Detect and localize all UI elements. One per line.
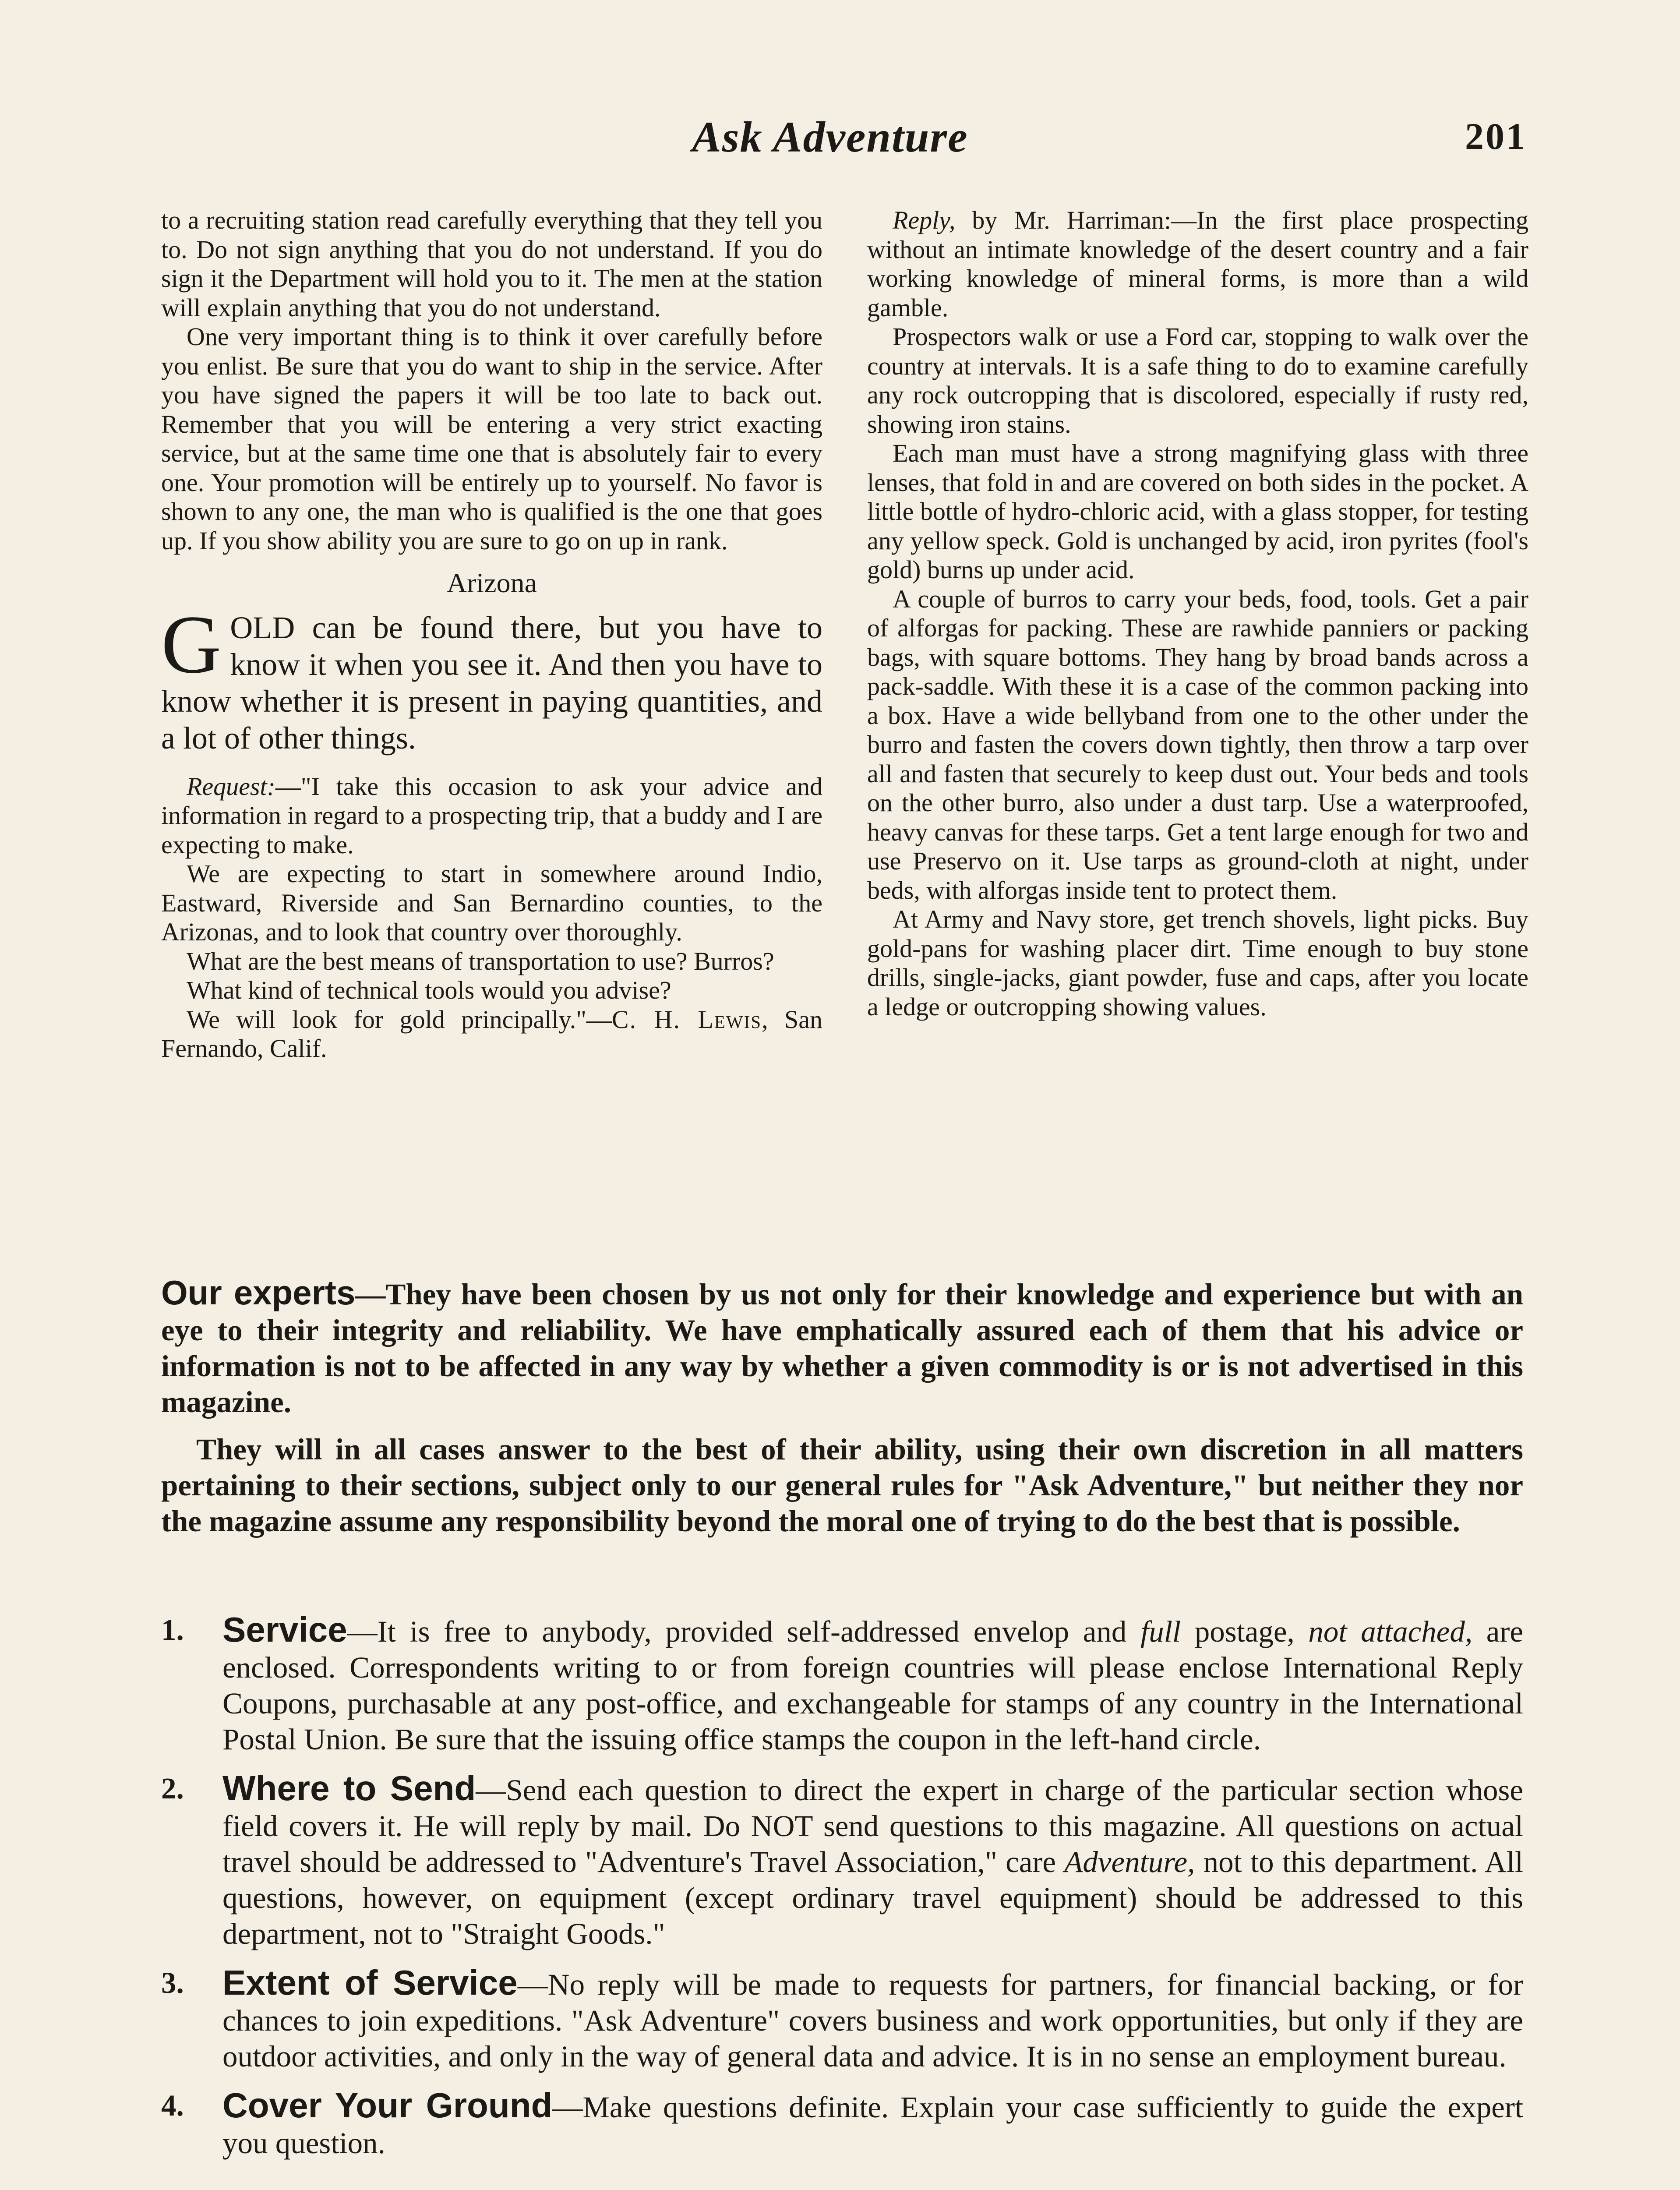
rule-number: 3. [161,1966,184,1999]
rules-list [161,1612,1523,2174]
rule-term: Service [222,1610,347,1649]
rule-text: —It is free to anybody, provided self-addressed envelop and [347,1615,1141,1648]
notice-text: —They have been chosen by us not only for their knowledge and experience but with an eye to their integrity and reliability. We have emphatically assured each of them that his advice or information is not to be affected in any way by whether a given commodity is or is not advertised in this magazine. [161,1278,1523,1419]
rule-item [161,1965,1523,2074]
notice-lead-term: Our experts [161,1273,356,1312]
experts-notice [161,1275,1523,1551]
running-head [0,112,1680,169]
request-label: Request: [187,772,275,801]
right-column [867,206,1528,1021]
page-number: 201 [1465,115,1527,157]
rule-emphasis: Adventure, [1064,1845,1195,1879]
drop-cap: G [161,598,222,691]
request-text: —"I take this occasion to ask your advice and information in regard to a prospecting trip, that a buddy and I are expecting to make. [161,772,822,859]
request-paragraph [161,772,822,860]
rule-text: —Send each question to direct the expert in charge of the particular section whose field covers it. He will reply by mail. Do NOT send questions to this magazine. All questions on actual travel should be addressed to "Adventure's Travel Association," care [222,1773,1523,1879]
paragraph: Each man must have a strong magnifying glass with three lenses, that fold in and are covered on both sides in the pocket. A little bottle of hydro-chloric acid, with a glass stopper, for testing any yellow speck. Gold is unchanged by acid, iron pyrites (fool's gold) burns up under acid. [867,439,1528,584]
rule-term: Where to Send [222,1769,476,1808]
rule-number: 2. [161,1772,184,1805]
left-column [161,206,822,1063]
paragraph: We are expecting to start in somewhere around Indio, Eastward, Riverside and San Bernardino counties, to the Arizonas, and to look that country over thoroughly. [161,859,822,946]
rule-text: are enclosed. Correspondents writing to or from foreign countries will please enclose International Reply Coupons, purchasable at any post-office, and exchangeable for stamps of any country in the International Postal Union. Be sure that the issuing office stamps the coupon in the left-hand circle. [222,1615,1523,1756]
paragraph: One very important thing is to think it over carefully before you enlist. Be sure that you do want to ship in the service. After you have signed the papers it will be too late to back out. Remember that you will be entering a very strict exacting service, but at the same time one that is absolutely fair to every one. Your promotion will be entirely up to yourself. No favor is shown to any one, the man who is qualified is the one that goes up. If you show ability you are sure to go on up in rank. [161,322,822,555]
reply-paragraph [867,206,1528,322]
notice-paragraph: They will in all cases answer to the best of their ability, using their own discretion in all matters pertaining to their sections, subject only to our general rules for "Ask Adventure," but neither they nor the magazine assume any responsibility beyond the moral one of trying to do the best that is possible. [161,1433,1523,1538]
signature: C. H. Lewis [611,1005,762,1034]
rule-item [161,2088,1523,2161]
rule-text: —Make questions definite. Explain your case sufficiently to guide the expert you question. [222,2091,1523,2160]
reply-label: Reply, [893,206,956,234]
paragraph: A couple of burros to carry your beds, food, tools. Get a pair of alforgas for packing. These are rawhide panniers or packing bags, with square bottoms. They hang by broad bands across a pack-saddle. With these it is a case of the common packing into a box. Have a wide bellyband from one to the other under the burro and fasten the covers down tightly, then throw a tarp over all and fasten that securely to keep dust out. Your beds and tools on the other burro, also under a dust tarp. Use a waterproofed, heavy canvas for these tarps. Get a tent large enough for two and use Preservo on it. Use tarps as ground-cloth at night, under beds, with alforgas inside tent to protect them. [867,584,1528,904]
paragraph: Prospectors walk or use a Ford car, stopping to walk over the country at intervals. It is a safe thing to do to examine carefully any rock outcropping that is discolored, especially if rusty red, showing iron stains. [867,322,1528,438]
rule-item [161,1770,1523,1952]
request-closing-text: We will look for gold principally."— [187,1005,612,1034]
notice-paragraph [161,1275,1523,1420]
lead-text: OLD can be found there, but you have to know it when you see it. And then you have to know whether it is present in paying quantities, and a lot of other things. [161,610,822,756]
rule-term: Cover Your Ground [222,2086,553,2125]
paragraph: At Army and Navy store, get trench shovels, light picks. Buy gold-pans for washing placer dirt. Time enough to buy stone drills, single-jacks, giant powder, fuse and caps, after you locate a ledge or outcropping showing values. [867,905,1528,1021]
paragraph: What are the best means of transportation to use? Burros? [187,947,774,975]
rule-text: postage, [1181,1615,1309,1648]
reply-text: by Mr. Harriman:—In the first place prospecting without an intimate knowledge of the desert country and a fair working knowledge of mineral forms, is more than a wild gamble. [867,206,1528,322]
rule-term: Extent of Service [222,1963,518,2002]
rule-text: not to this department. All questions, however, on equipment (except ordinary travel equipment) should be addressed to this department, not to "Straight Goods." [222,1845,1523,1950]
rule-emphasis: full [1140,1615,1181,1648]
lead-paragraph [161,598,822,756]
rule-item [161,1612,1523,1757]
section-title: Arizona [446,567,537,598]
signature-location: , San Fernando, Calif. [161,1005,822,1063]
request-closing [161,1005,822,1063]
rule-text: —No reply will be made to requests for partners, for financial backing, or for chances to join expeditions. "Ask Adventure" covers business and work opportunities, but only if they are outdoor activities, and only in the way of general data and advice. It is in no sense an employment bureau. [222,1968,1524,2073]
rule-number: 4. [161,2089,184,2122]
rule-emphasis: not attached, [1308,1615,1473,1648]
paragraph: to a recruiting station read carefully everything that they tell you to. Do not sign anything that you do not understand. If you do sign it the Department will hold you to it. The men at the station will explain anything that you do not understand. [161,206,822,322]
paragraph: What kind of technical tools would you advise? [187,976,671,1004]
rule-number: 1. [161,1613,184,1646]
page-title: Ask Adventure [692,113,968,161]
